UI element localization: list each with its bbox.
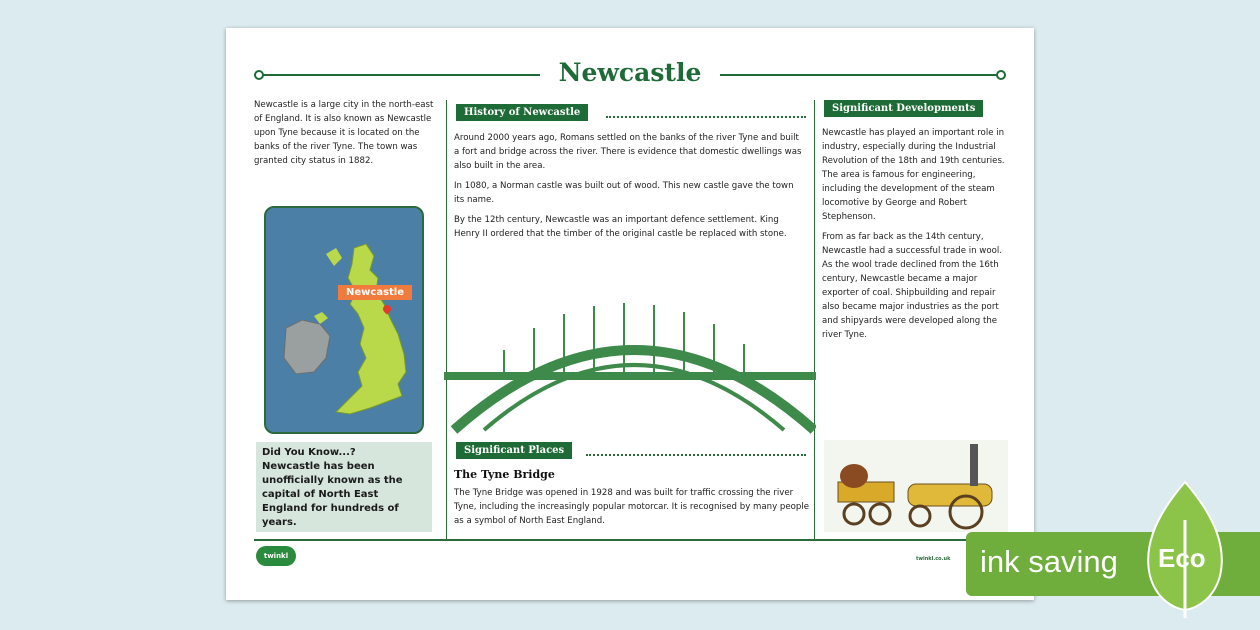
title-row [254, 58, 1006, 92]
did-you-know-text: Newcastle has been unofficially known as the capital of North East England for hundreds of years. [262, 461, 403, 528]
history-text [454, 131, 806, 247]
bottom-rule [254, 539, 1006, 541]
developments-paragraph: Newcastle has played an important role in industry, especially during the Industrial Revolution of the 18th and 19th centuries. The area is famous for engineering, including the development of the steam locomotive by George and Robert Stephenson. [822, 128, 1005, 222]
history-heading-dots [606, 116, 806, 118]
places-heading-dots [586, 454, 806, 456]
footer-url: twinkl.co.uk [916, 556, 951, 562]
fact-sheet [226, 28, 1034, 600]
developments-heading: Significant Developments [824, 100, 983, 117]
locomotive-image [824, 440, 1008, 532]
places-heading: Significant Places [456, 442, 572, 459]
history-paragraph: By the 12th century, Newcastle was an important defence settlement. King Henry II ordered that the timber of the original castle be replaced with stone. [454, 215, 787, 239]
uk-map-image [264, 206, 424, 434]
tyne-bridge-image [444, 280, 816, 448]
intro-text: Newcastle is a large city in the north-east of England. It is also known as Newcastle upon Tyne because it is located on the banks of the river Tyne. The town was granted city status in 1882. [254, 100, 434, 166]
map-label: Newcastle [338, 285, 412, 300]
history-heading: History of Newcastle [456, 104, 588, 121]
tyne-bridge-text: The Tyne Bridge was opened in 1928 and was built for traffic crossing the river Tyne, including the increasingly popular motorcar. It is recognised by many people as a symbol of North East England. [454, 488, 810, 526]
steam-locomotive-icon [824, 440, 1008, 532]
history-paragraph: Around 2000 years ago, Romans settled on the banks of the river Tyne and built a fort and bridge across the river. There is evidence that domestic dwellings was also built in the area. [454, 133, 802, 171]
tyne-bridge-title: The Tyne Bridge [454, 468, 555, 481]
developments-text [822, 126, 1008, 348]
eco-badge-text: ink saving [980, 544, 1118, 579]
eco-label: Eco [1158, 543, 1206, 573]
developments-paragraph: From as far back as the 14th century, Newcastle had a successful trade in wool. As the wool trade declined from the 16th century, Newcastle became a major exporter of coal. Shipbuilding and repair also became major industries as the port and shipyards were developed along the river Tyne. [822, 232, 1002, 340]
did-you-know-box [256, 442, 432, 532]
history-paragraph: In 1080, a Norman castle was built out of wood. This new castle gave the town its name. [454, 181, 794, 205]
did-you-know-title: Did You Know...? [262, 447, 356, 458]
page-title: Newcastle [558, 58, 702, 87]
uk-map-icon [266, 208, 422, 432]
twinkl-logo: twinkl [256, 546, 296, 566]
